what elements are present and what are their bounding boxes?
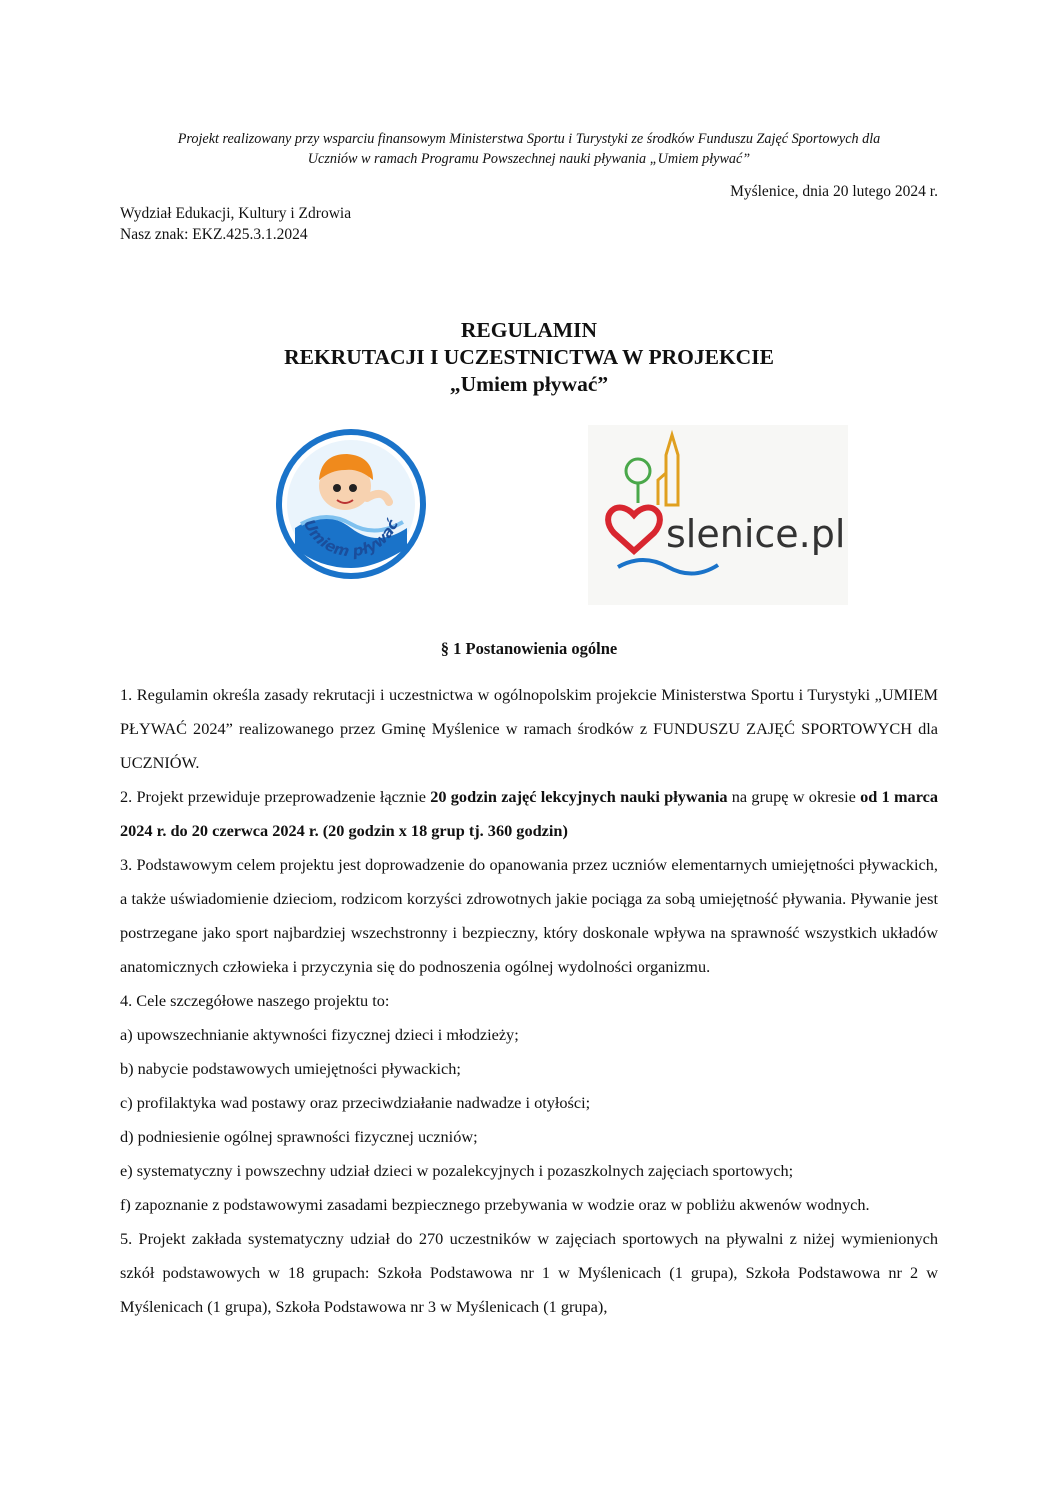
list-item-c: c) profilaktyka wad postawy oraz przeciwdziałanie nadwadze i otyłości; — [120, 1093, 591, 1112]
section-title: § 1 Postanowienia ogólne — [440, 639, 618, 658]
list-item-d: d) podniesienie ogólnej sprawności fizycznej uczniów; — [120, 1127, 478, 1146]
paragraph-5: 5. Projekt zakłada systematyczny udział do 270 uczestników w zajęciach sportowych na pływalni z niżej wymienionych szkół podstawowych w 18 grupach: Szkoła Podstawowa nr 1 w Myślenicach (1 grupa), Szkoła Podstawowa nr 2 w Myślenicach (1 grupa), Szkoła Podstawowa nr 3 w Myślenicach (1 grupa), — [120, 1229, 938, 1316]
umiem-plywac-logo — [275, 428, 427, 580]
list-item-a: a) upowszechnianie aktywności fizycznej dzieci i młodzieży; — [120, 1025, 519, 1044]
paragraph-3: 3. Podstawowym celem projektu jest doprowadzenie do opanowania przez uczniów elementarnych umiejętności pływackich, a także uświadomienie dzieciom, rodzicom korzyści zdrowotnych jakie pociąga za sobą umiejętność pływania. Pływanie jest postrzegane jako sport najbardziej wszechstronny i bezpieczny, który doskonale wpływa na sprawność wszystkich układów anatomicznych człowieka i przyczynia się do podnoszenia ogólnej wydolności organizmu. — [120, 855, 938, 976]
reference-number: Nasz znak: EKZ.425.3.1.2024 — [120, 226, 308, 243]
paragraph-2-text-a: 2. Projekt przewiduje przeprowadzenie łącznie — [120, 787, 431, 806]
paragraph-2-text-c: na grupę w okresie — [727, 787, 861, 806]
list-item-b: b) nabycie podstawowych umiejętności pływackich; — [120, 1059, 461, 1078]
myslenice-logo-icon — [588, 425, 848, 605]
list-item-f: f) zapoznanie z podstawowymi zasadami bezpiecznego przebywania w wodzie oraz w pobliżu akwenów wodnych. — [120, 1195, 870, 1214]
document-body — [120, 678, 938, 1324]
title-line1: REGULAMIN — [460, 318, 598, 342]
title-line2: REKRUTACJI I UCZESTNICTWA W PROJEKCIE — [284, 345, 774, 369]
paragraph-2-bold-hours: 20 godzin zajęć lekcyjnych nauki pływania — [430, 787, 728, 806]
myslenice-logo — [588, 425, 848, 605]
list-item-e: e) systematyczny i powszechny udział dzieci w pozalekcyjnych i pozaszkolnych zajęciach sportowych; — [120, 1161, 794, 1180]
paragraph-1: 1. Regulamin określa zasady rekrutacji i uczestnictwa w ogólnopolskim projekcie Ministerstwa Sportu i Turystyki „UMIEM PŁYWAĆ 2024” realizowanego przez Gminę Myślenice w ramach środków z FUNDUSZU ZAJĘĆ SPORTOWYCH dla UCZNIÓW. — [120, 685, 938, 772]
umiem-logo-text: Umiem pływać — [299, 516, 402, 561]
swimmer-logo-icon — [275, 428, 427, 580]
department-name: Wydział Edukacji, Kultury i Zdrowia — [120, 205, 352, 222]
funding-note-line1: Projekt realizowany przy wsparciu finansowym Ministerstwa Sportu i Turystyki ze środków Funduszu Zajęć Sportowych dla — [177, 131, 881, 147]
sender-block — [120, 203, 351, 245]
title-line3: „Umiem pływać” — [449, 372, 609, 396]
paragraph-2-bold-dates: od 1 marca 2024 r. do 20 czerwca 2024 r. (20 godzin x 18 grup tj. 360 godzin) — [120, 787, 938, 840]
funding-note-line2: Uczniów w ramach Programu Powszechnej nauki pływania „Umiem pływać” — [307, 151, 751, 167]
date-line: Myślenice, dnia 20 lutego 2024 r. — [730, 183, 938, 200]
myslenice-logo-text: slenice.pl — [666, 512, 846, 556]
paragraph-4: 4. Cele szczegółowe naszego projektu to: — [120, 991, 390, 1010]
funding-note — [120, 129, 938, 169]
paragraph-2 — [120, 780, 938, 848]
document-title — [120, 317, 938, 398]
